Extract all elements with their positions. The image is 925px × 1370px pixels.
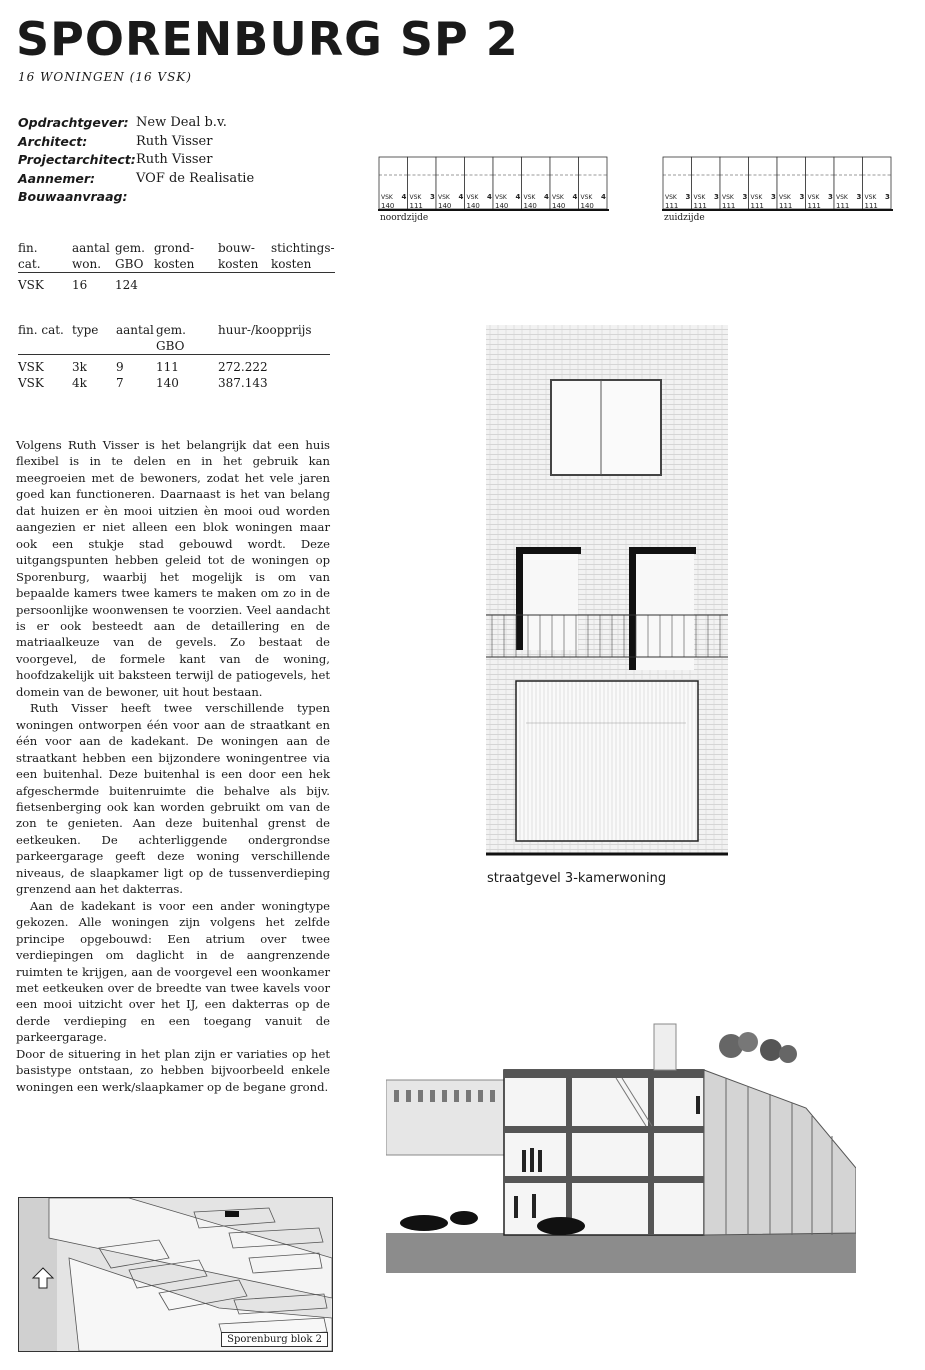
table-header-row <box>18 322 330 355</box>
credit-value: New Deal b.v. <box>136 115 227 130</box>
table-cell <box>154 273 218 294</box>
credit-row <box>18 133 254 152</box>
block-unit <box>379 157 408 210</box>
paragraph: Ruth Visser heeft twee verschillende typen woningen ontworpen één voor aan de straatkant en één voor aan de kadekant. De woningen aan de straatkant hebben een bijzondere woningentree via een buitenhal. Deze buitenhal is een door een hek afgeschermde buitenruimte die behalve als bijv. fietsenberging ook kan worden gebruikt om van de zon te genieten. Aan deze buitenhal grenst de eetkeuken. De achterliggende ondergrondse parkeergarage geeft deze woning verschillende niveaus, de slaapkamer ligt op de tussenverdieping grenzend aan het dakterras. <box>16 701 330 897</box>
table-cell: 140 <box>156 376 179 390</box>
unit-type: 4 <box>515 193 521 201</box>
unit-category: VSK <box>864 194 877 201</box>
table-cell: 7 <box>116 376 124 390</box>
credits-list <box>18 114 254 207</box>
cost-table <box>18 240 335 293</box>
unit-type: 3 <box>828 193 833 201</box>
block-unit <box>522 157 551 210</box>
table-header: GBO <box>115 256 154 273</box>
block-unit <box>834 157 863 210</box>
table-row <box>18 273 335 294</box>
unit-category: VSK <box>722 194 734 201</box>
credit-row <box>18 114 254 133</box>
credit-label: Bouwaanvraag: <box>18 189 128 204</box>
credit-row <box>18 188 254 207</box>
unit-type: 3 <box>742 193 748 201</box>
table-header: cat. <box>18 256 72 273</box>
credit-label: Opdrachtgever: <box>18 115 129 130</box>
table-cell: 3k <box>72 360 87 374</box>
unit-category: VSK <box>438 194 450 201</box>
unit-gbo: 111 <box>722 202 736 210</box>
noordzijde-caption: noordzijde <box>380 213 429 223</box>
table-cell: 9 <box>116 360 124 374</box>
unit-category: VSK <box>807 194 820 201</box>
unit-gbo: 140 <box>523 202 537 210</box>
table-cell <box>218 273 271 294</box>
unit-gbo: 140 <box>381 202 395 210</box>
table-cell: 124 <box>115 278 138 292</box>
table-cell: 111 <box>156 360 179 374</box>
facade-drawing <box>486 325 728 857</box>
table-cell <box>271 273 335 294</box>
unit-category: VSK <box>523 194 536 201</box>
table-header: type <box>72 322 116 355</box>
table-header: aantal <box>116 322 156 355</box>
paragraph: Aan de kadekant is voor een ander woningtype gekozen. Alle woningen zijn volgens het zelfde principe opgebouwd: Een atrium over twee verdiepingen om daglicht in de aangrenzende ruimten te krijgen, aan de voorgevel een woonkamer met eetkeuken over de breedte van twee kavels voor een mooi uitzicht over het IJ, een dakterras op de derde verdieping en een toegang vanuit de parkeergarage. <box>16 898 330 1045</box>
unit-category: VSK <box>409 194 422 201</box>
unit-type: 4 <box>601 193 606 201</box>
paragraph: Door de situering in het plan zijn er variaties op het basistype ontstaan, zo hebben bijvoorbeeld enkele woningen een werk/slaapkamer op de begane grond. <box>16 1046 330 1094</box>
unit-gbo: 140 <box>466 202 480 210</box>
unit-category: VSK <box>836 194 848 201</box>
table-header-row <box>18 240 335 256</box>
zuidzijde-caption: zuidzijde <box>664 213 705 223</box>
table-header-row <box>18 256 335 273</box>
unit-gbo: 140 <box>580 202 594 210</box>
table-header: gem. <box>115 241 145 255</box>
unit-category: VSK <box>381 194 393 201</box>
table-cell: 387.143 <box>218 376 268 390</box>
block-unit <box>408 157 437 210</box>
unit-category: VSK <box>495 194 507 201</box>
table-header: stichtings- <box>271 241 335 255</box>
unit-type: 3 <box>430 193 435 201</box>
site-map-drawing <box>19 1198 332 1351</box>
credit-row <box>18 151 254 170</box>
table-row <box>18 355 330 376</box>
table-header: won. <box>72 256 115 273</box>
table-header: huur-/koopprijs <box>218 322 330 355</box>
table-header: kosten <box>271 256 335 273</box>
unit-type: 3 <box>714 193 719 201</box>
paragraph: Volgens Ruth Visser is het belangrijk dat een huis flexibel is in te delen en in het gebruik kan meegroeien met de bewoners, zodat het vele jaren goed kan functioneren. Daarnaast is het van belang dat huizen er èn mooi uitzien èn mooi oud worden aangezien er niet alleen een blok woningen maar ook een stukje stad gebouwd wordt. Deze uitgangspunten hebben geleid tot de woningen op Sporenburg, waarbij het mogelijk is om van bepaalde kamers twee kamers te maken om zo in de persoonlijke woonwensen te voorzien. Veel aandacht is er ook besteedt aan de detaillering en de matriaalkeuze van de gevels. Zo bestaat de voorgevel, de formele kant van de woning, hoofdzakelijk uit baksteen terwijl de patiogevels, het domein van de bewoner, uit hout bestaan. <box>16 438 330 699</box>
unit-type: 4 <box>572 193 578 201</box>
facade-caption: straatgevel 3-kamerwoning <box>487 871 667 886</box>
unit-category: VSK <box>580 194 593 201</box>
block-unit <box>436 157 465 210</box>
block-unit <box>579 157 608 210</box>
page-title: SPORENBURG SP 2 <box>16 12 519 66</box>
table-cell: VSK <box>18 376 44 390</box>
credit-value: Ruth Visser <box>136 133 213 149</box>
table-cell: 272.222 <box>218 360 268 374</box>
table-cell: VSK <box>18 278 44 292</box>
table-header: gem. GBO <box>156 322 218 355</box>
unit-gbo: 111 <box>693 202 707 210</box>
zuidzijde-diagram <box>662 155 907 215</box>
price-table <box>18 322 330 391</box>
page-subtitle: 16 WONINGEN (16 VSK) <box>18 70 192 84</box>
credit-row <box>18 170 254 189</box>
unit-type: 4 <box>487 193 492 201</box>
unit-gbo: 111 <box>836 202 850 210</box>
unit-gbo: 111 <box>665 202 679 210</box>
unit-type: 3 <box>885 193 890 201</box>
unit-gbo: 111 <box>779 202 793 210</box>
unit-type: 3 <box>685 193 691 201</box>
unit-gbo: 111 <box>409 202 423 210</box>
block-unit <box>749 157 778 210</box>
unit-type: 3 <box>856 193 862 201</box>
block-unit <box>692 157 721 210</box>
unit-category: VSK <box>693 194 706 201</box>
block-unit <box>465 157 494 210</box>
unit-gbo: 140 <box>438 202 452 210</box>
table-cell: VSK <box>18 360 44 374</box>
table-header: grond- <box>154 241 195 255</box>
table-cell: 16 <box>72 278 88 292</box>
table-header: kosten <box>218 256 271 273</box>
unit-type: 3 <box>799 193 805 201</box>
table-cell: 4k <box>72 376 87 390</box>
unit-gbo: 111 <box>864 202 878 210</box>
site-map <box>18 1197 333 1352</box>
block-unit <box>806 157 835 210</box>
credit-label: Architect: <box>18 133 88 149</box>
unit-category: VSK <box>552 194 564 201</box>
unit-gbo: 111 <box>750 202 764 210</box>
block-unit <box>777 157 806 210</box>
site-map-label: Sporenburg blok 2 <box>221 1332 328 1347</box>
table-header: aantal <box>72 241 110 255</box>
table-header: fin. <box>18 241 38 255</box>
block-unit <box>663 157 692 210</box>
block-unit <box>720 157 749 210</box>
unit-category: VSK <box>779 194 791 201</box>
unit-type: 4 <box>401 193 407 201</box>
block-unit <box>550 157 579 210</box>
unit-category: VSK <box>665 194 677 201</box>
table-row <box>18 375 330 391</box>
unit-category: VSK <box>750 194 763 201</box>
block-unit <box>863 157 892 210</box>
credit-label: Projectarchitect: <box>18 152 136 167</box>
unit-gbo: 111 <box>807 202 821 210</box>
table-header: fin. cat. <box>18 322 72 355</box>
table-header: bouw- <box>218 241 255 255</box>
unit-type: 4 <box>458 193 464 201</box>
block-unit <box>493 157 522 210</box>
unit-type: 4 <box>544 193 549 201</box>
credit-label: Aannemer: <box>18 170 96 186</box>
credit-value: Ruth Visser <box>136 152 213 167</box>
noordzijde-diagram <box>378 155 623 215</box>
article-body <box>16 437 330 1095</box>
unit-gbo: 140 <box>495 202 509 210</box>
credit-value: VOF de Realisatie <box>136 170 255 186</box>
unit-category: VSK <box>466 194 479 201</box>
unit-type: 3 <box>771 193 776 201</box>
table-header: kosten <box>154 256 218 273</box>
section-perspective-drawing <box>386 1018 856 1273</box>
unit-gbo: 140 <box>552 202 566 210</box>
